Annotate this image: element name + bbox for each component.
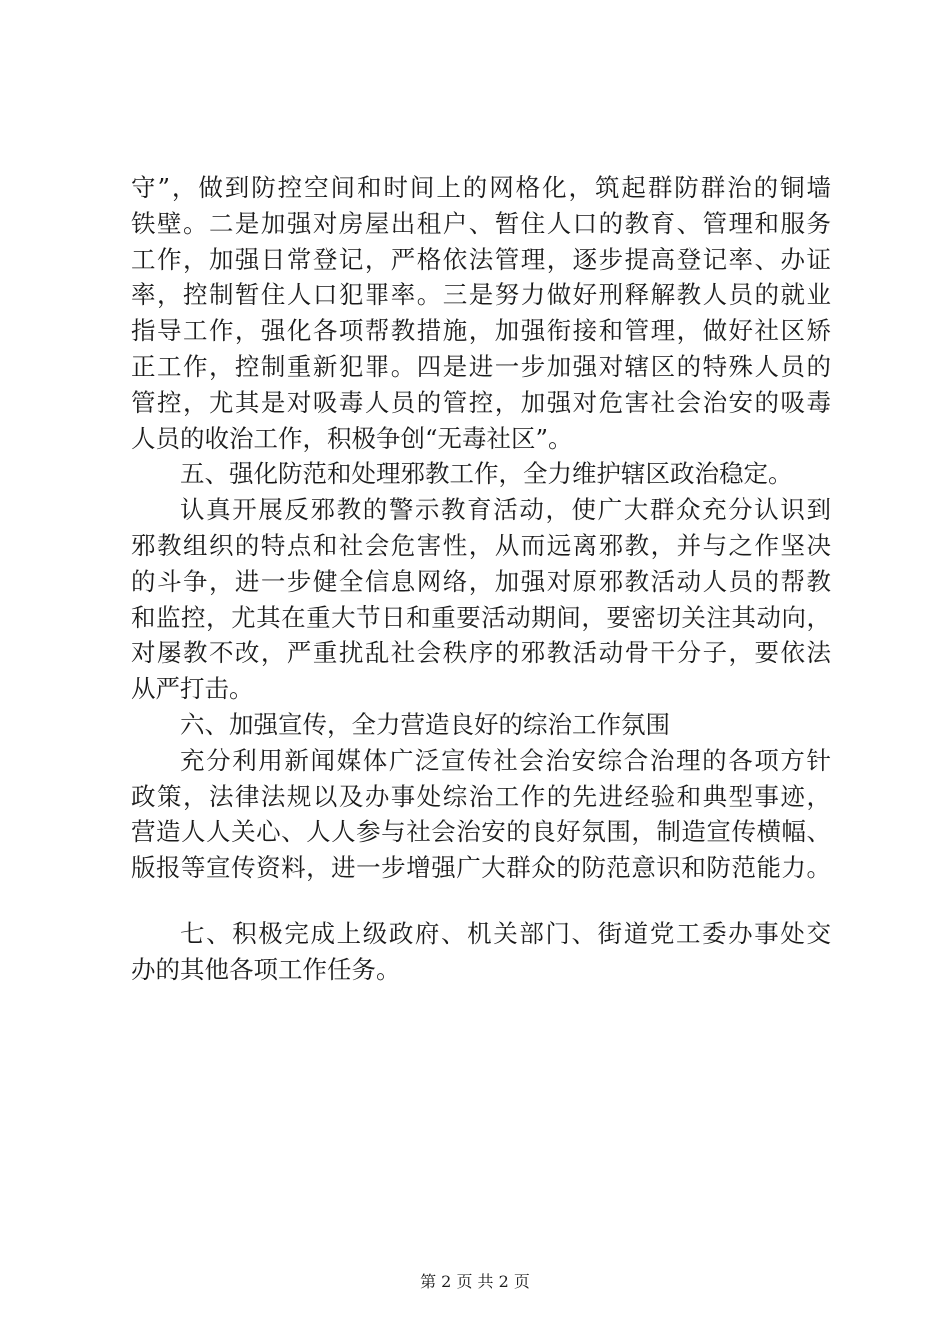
body-line: 营造人人关心、人人参与社会治安的良好氛围，制造宣传横幅、 — [131, 817, 831, 847]
paragraph-spacer — [131, 886, 831, 916]
section-heading: 五、强化防范和处理邪教工作，全力维护辖区政治稳定。 — [180, 459, 793, 489]
body-line: 管控，尤其是对吸毒人员的管控，加强对危害社会治安的吸毒 — [131, 387, 831, 417]
document-body — [131, 170, 831, 988]
paragraph-first-line: 充分利用新闻媒体广泛宣传社会治安综合治理的各项方针 — [180, 745, 831, 775]
page-number-footer: 第 2 页 共 2 页 — [420, 1272, 530, 1291]
section-heading: 七、积极完成上级政府、机关部门、街道党工委办事处交 — [180, 918, 831, 948]
body-line: 办的其他各项工作任务。 — [131, 954, 401, 984]
body-line: 邪教组织的特点和社会危害性，从而远离邪教，并与之作坚决 — [131, 530, 831, 560]
body-line: 正工作，控制重新犯罪。四是进一步加强对辖区的特殊人员的 — [131, 351, 831, 381]
body-line: 工作，加强日常登记，严格依法管理，逐步提高登记率、办证 — [131, 244, 831, 274]
body-line: 的斗争，进一步健全信息网络，加强对原邪教活动人员的帮教 — [131, 566, 831, 596]
body-line: 政策，法律法规以及办事处综治工作的先进经验和典型事迹， — [131, 781, 831, 811]
body-line: 指导工作，强化各项帮教措施，加强衔接和管理，做好社区矫 — [131, 316, 831, 346]
body-line: 从严打击。 — [131, 674, 254, 704]
paragraph-first-line: 认真开展反邪教的警示教育活动，使广大群众充分认识到 — [180, 495, 831, 525]
section-heading: 六、加强宣传，全力营造良好的综治工作氛围 — [180, 709, 670, 739]
body-line: 对屡教不改，严重扰乱社会秩序的邪教活动骨干分子，要依法 — [131, 638, 831, 668]
body-line: 和监控，尤其在重大节日和重要活动期间，要密切关注其动向， — [131, 602, 831, 632]
body-line: 人员的收治工作，积极争创“无毒社区”。 — [131, 423, 573, 453]
body-line: 版报等宣传资料，进一步增强广大群众的防范意识和防范能力。 — [131, 853, 831, 883]
body-line: 铁壁。二是加强对房屋出租户、暂住人口的教育、管理和服务 — [131, 208, 831, 238]
body-line: 守”，做到防控空间和时间上的网格化，筑起群防群治的铜墙 — [131, 173, 831, 202]
body-line: 率，控制暂住人口犯罪率。三是努力做好刑释解教人员的就业 — [131, 280, 831, 310]
